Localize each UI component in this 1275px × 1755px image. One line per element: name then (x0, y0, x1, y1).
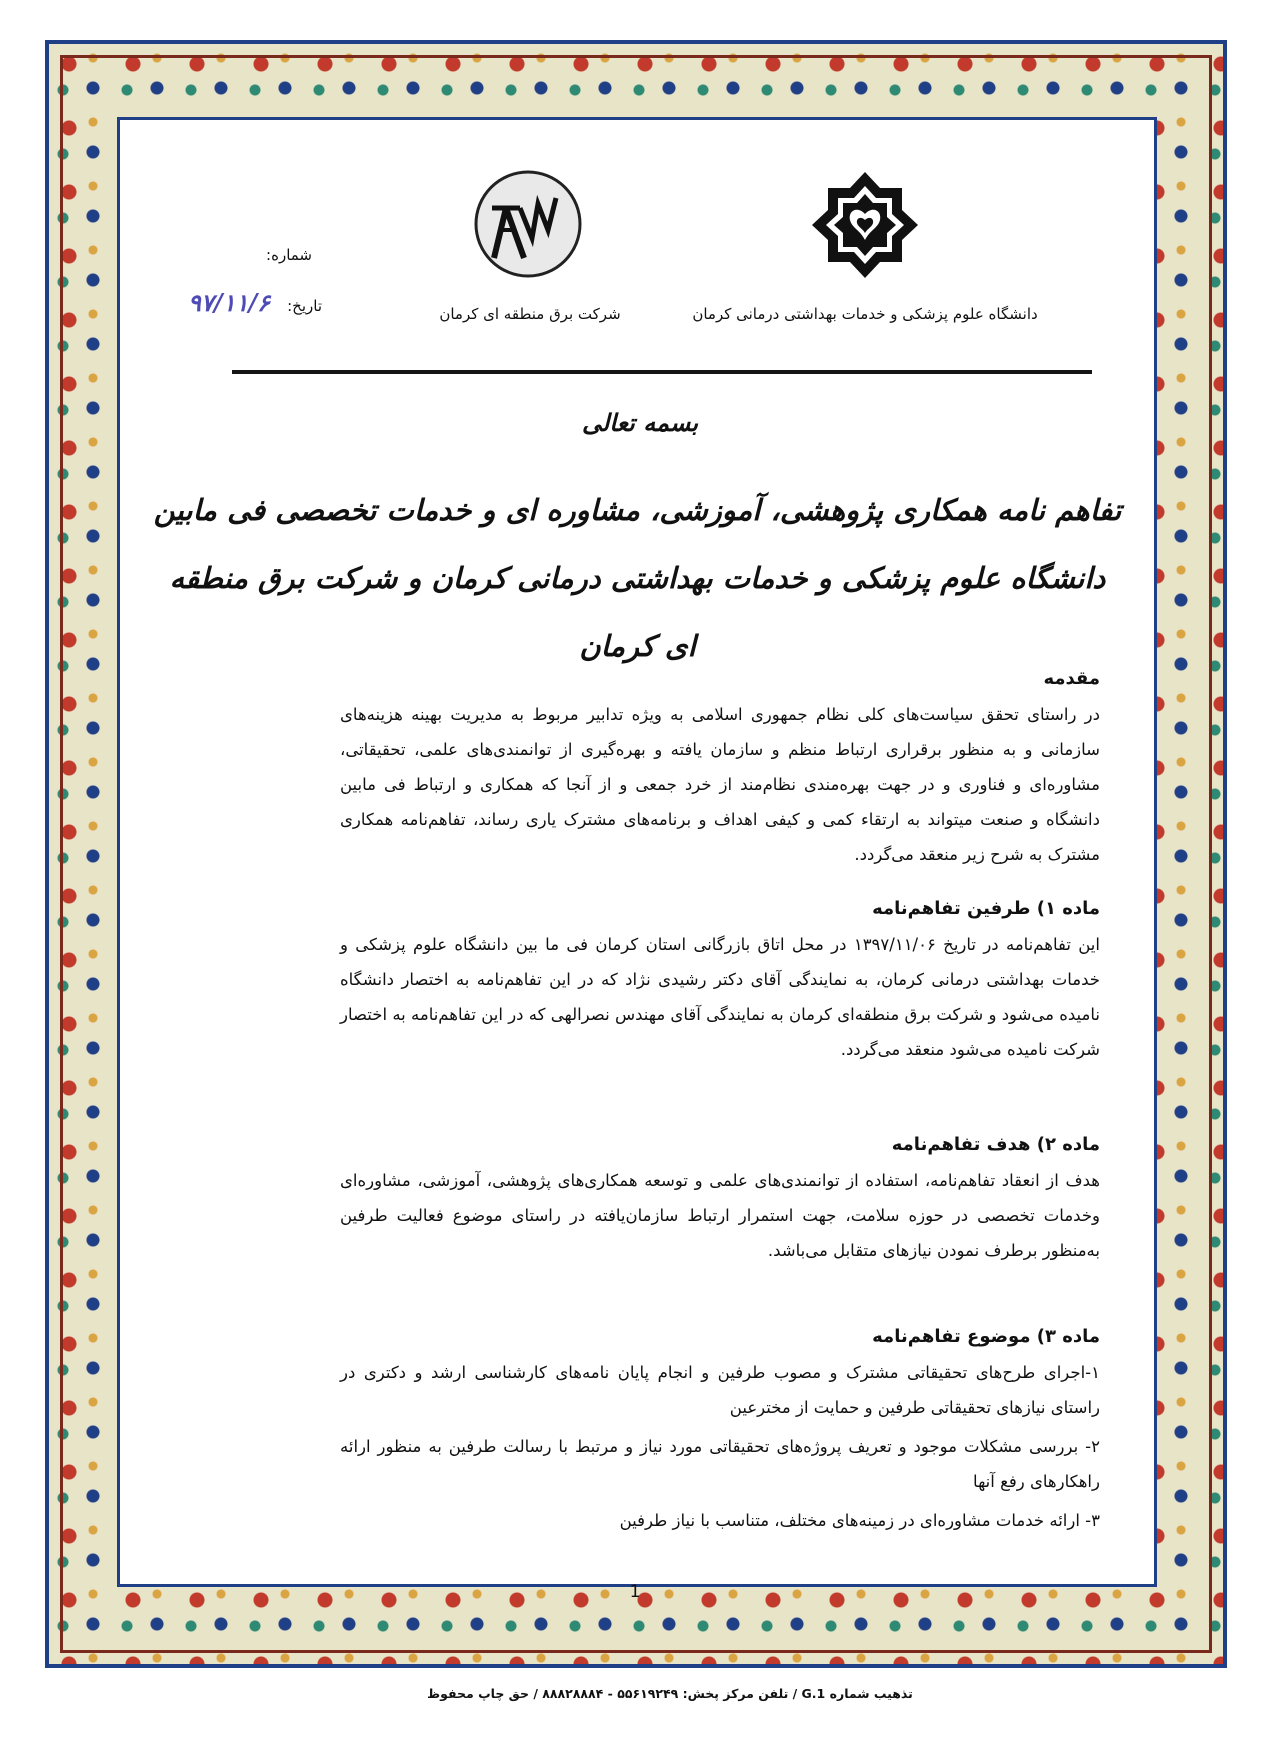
section-heading: ماده ۲) هدف تفاهم‌نامه (891, 1134, 1100, 1155)
document-title: تفاهم نامه همکاری پژوهشی، آموزشی، مشاوره ای و خدمات تخصصی فی مابین دانشگاه علوم پزشکی و خدمات بهداشتی درمانی کرمان و شرکت برق منطقه ای کرمان (153, 493, 1122, 663)
bismillah-heading: بسمه تعالی (581, 408, 699, 437)
university-name-caption: دانشگاه علوم پزشکی و خدمات بهداشتی درمانی کرمان (692, 305, 1038, 323)
section-heading: ماده ۳) موضوع تفاهم‌نامه (872, 1326, 1100, 1347)
university-logo-icon (810, 170, 920, 280)
company-name-caption: شرکت برق منطقه ای کرمان (439, 305, 621, 323)
section-paragraph: هدف از انعقاد تفاهم‌نامه، استفاده از توانمندی‌های علمی و توسعه همکاری‌های پژوهشی، آموزشی، مشاوره‌ای وخدمات تخصصی در حوزه سلامت، جهت استمرار ارتباط سازمان‌یافته در راستای موضوع فعالیت طرفین به‌منظور برطرف نمودن نیازهای متقابل می‌باشد. (340, 1171, 1100, 1260)
section-article-2 (340, 1134, 1100, 1268)
list-item: ۳- ارائه خدمات مشاوره‌ای در زمینه‌های مختلف، متناسب با نیاز طرفین (619, 1511, 1100, 1530)
section-article-3 (340, 1326, 1100, 1542)
section-paragraph: این تفاهم‌نامه در تاریخ ۱۳۹۷/۱۱/۰۶ در محل اتاق بازرگانی استان کرمان فی ما بین دانشگاه علوم پزشکی و خدمات بهداشتی درمانی کرمان، به نمایندگی آقای دکتر رشیدی نژاد که در این تفاهم‌نامه به اختصار دانشگاه نامیده می‌شود و شرکت برق منطقه‌ای کرمان به نمایندگی آقای مهندس نصرالهی که در این تفاهم‌نامه به اختصار شرکت نامیده می‌شود منعقد می‌گردد. (340, 935, 1100, 1059)
handwritten-date: ۹۷/۱۱/۶ (188, 288, 270, 317)
section-heading: ماده ۱) طرفین تفاهم‌نامه (872, 898, 1100, 919)
section-heading: مقدمه (1043, 668, 1100, 689)
date-label: تاریخ: (287, 297, 322, 315)
number-label: شماره: (266, 246, 312, 264)
list-item: ۲- بررسی مشکلات موجود و تعریف پروژه‌های تحقیقاتی مورد نیاز و مرتبط با رسالت طرفین به منظور ارائه راهکارهای رفع آنها (340, 1437, 1100, 1491)
page-number: 1 (629, 1582, 641, 1602)
print-footer: تذهیب شماره G.1 / تلفن مرکز پخش: ۵۵۶۱۹۲۴۹ - ۸۸۸۲۸۸۸۴ / حق چاپ محفوظ (427, 1686, 913, 1701)
section-paragraph: در راستای تحقق سیاست‌های کلی نظام جمهوری اسلامی به ویژه تدابیر مربوط به مدیریت بهینه هزینه‌های سازمانی و به منظور برقراری ارتباط منظم و سازمان یافته و بهره‌گیری از توانمندی‌های علمی، تحقیقاتی، مشاوره‌ای و فناوری و در جهت بهره‌مندی نظام‌مند از خرد جمعی و از آنجا که همکاری و ارتباط فی مابین دانشگاه و صنعت میتواند به ارتقاء کمی و کیفی اهداف و برنامه‌های مشترک یاری رساند، تفاهم‌نامه همکاری مشترک به شرح زیر منعقد می‌گردد. (340, 705, 1100, 864)
list-item: ۱-اجرای طرح‌های تحقیقاتی مشترک و مصوب طرفین و انجام پایان نامه‌های کارشناسی ارشد و دکتری در راستای نیازهای تحقیقاتی طرفین و حمایت از مخترعین (340, 1363, 1100, 1417)
section-article-1 (340, 898, 1100, 1067)
power-company-logo-icon (472, 168, 584, 280)
section-introduction (340, 668, 1100, 872)
header-divider (232, 370, 1092, 374)
